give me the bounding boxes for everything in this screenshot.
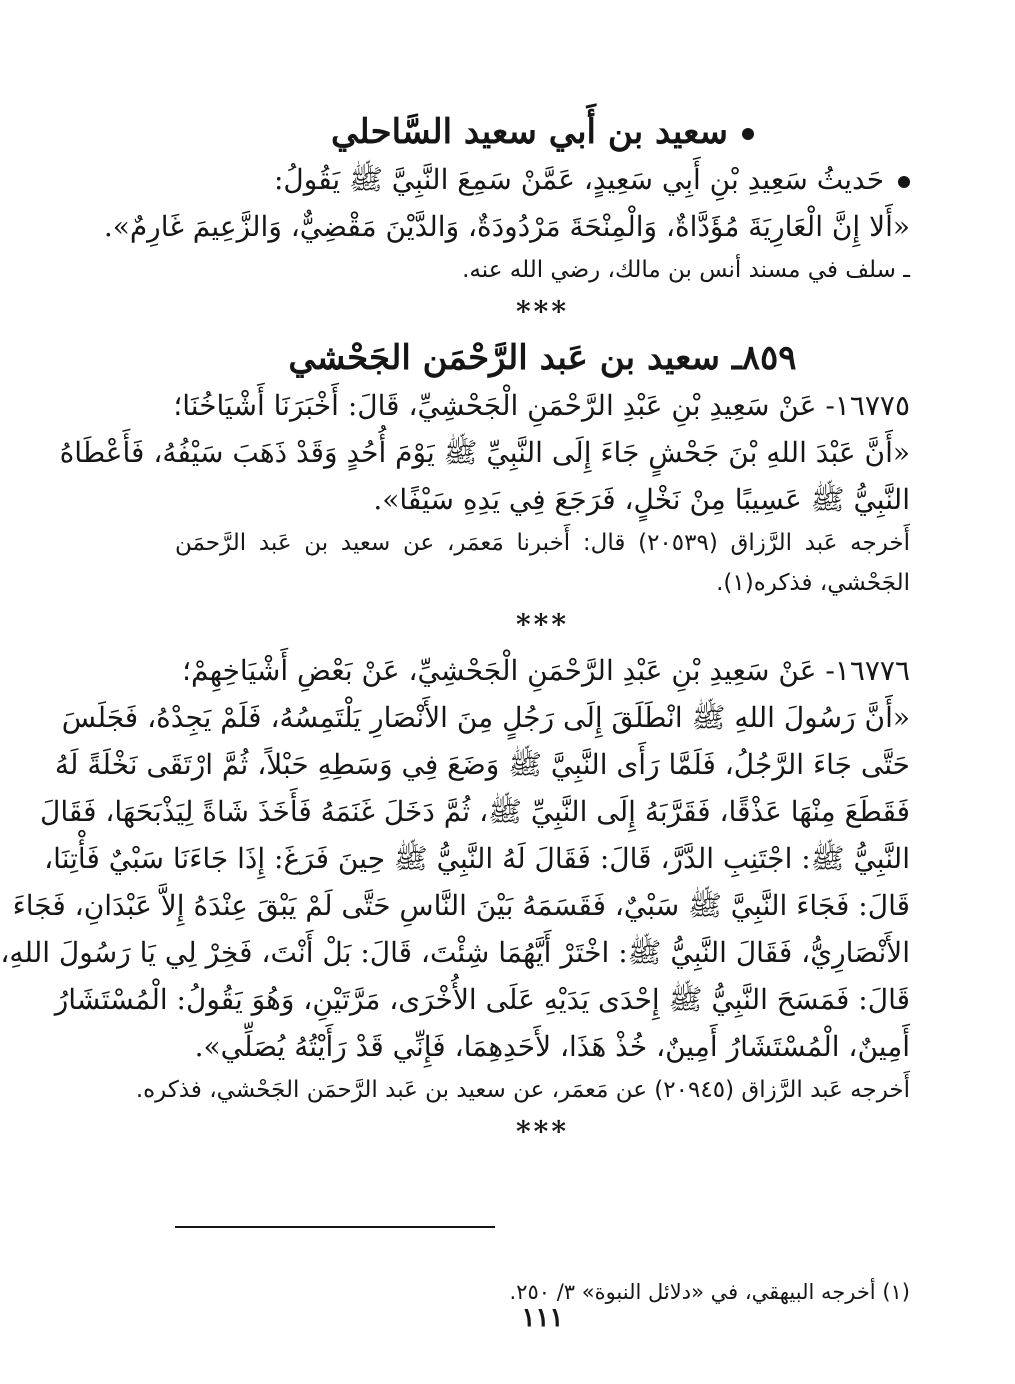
hadith-16775-line: ١٦٧٧٥- عَنْ سَعِيدِ بْنِ عَبْدِ الرَّحْمَنِ الْجَحْشِيِّ، قَالَ: أَخْبَرَنَا أَشْيَاخُنَا؛ (173, 389, 910, 422)
hadith-16776-line: فَقَطَعَ مِنْهَا عَذْقًا، فَقَرَّبَهُ إِلَى النَّبِيِّ ﷺ، ثُمَّ دَخَلَ غَنَمَهُ فَأَخَذَ شَاةً لِيَذْبَحَهَا، فَقَالَ (40, 795, 910, 828)
narrator-heading: ٨٥٩ـ سعيد بن عَبد الرَّحْمَن الجَحْشي (288, 338, 797, 378)
hadith-16776-line: حَتَّى جَاءَ الرَّجُلُ، فَلَمَّا رَأَى النَّبِيَّ ﷺ وَضَعَ فِي وَسَطِهِ حَبْلاً، ثُمَّ ارْتَقَى نَخْلَةً لَهُ (54, 748, 910, 781)
hadith-16776-line: ١٦٧٧٦- عَنْ سَعِيدِ بْنِ عَبْدِ الرَّحْمَنِ الْجَحْشِيِّ، عَنْ بَعْضِ أَشْيَاخِهِمْ؛ (182, 654, 910, 687)
hadith-intro-text: حَديثُ سَعِيدِ بْنِ أَبِي سَعِيدٍ، عَمَّنْ سَمِعَ النَّبِيَّ ﷺ يَقُولُ: (273, 163, 884, 196)
bullet-icon (898, 176, 910, 188)
hadith-16776-line: قَالَ: فَجَاءَ النَّبِيَّ ﷺ سَبْيٌ، فَقَسَمَهُ بَيْنَ النَّاسِ حَتَّى لَمْ يَبْقَ عِنْدَهُ إِلاَّ عَبْدَانِ، فَجَاءَ (12, 889, 910, 922)
footnote: (١) أخرجه البيهقي، في «دلائل النبوة» ٣/ ٢٥٠. (509, 1280, 910, 1304)
section-title-text: سعيد بن أَبي سعيد السَّاحلي (330, 112, 729, 152)
takhrij-16776: أَخرجه عَبد الرَّزاق (٢٠٩٤٥) عن مَعمَر، عن سعيد بن عَبد الرَّحمَن الجَحْشي، فذكره. (135, 1077, 910, 1103)
hadith-16776-line: النَّبِيُّ ﷺ: اجْتَنِبِ الدَّرَّ، قَالَ: فَقَالَ لَهُ النَّبِيُّ ﷺ حِينَ فَرَغَ: إِذَا جَاءَنَا سَبْيٌ فَأْتِنَا، (44, 842, 910, 875)
hadith-16776-line: قَالَ: فَمَسَحَ النَّبِيُّ ﷺ إِحْدَى يَدَيْهِ عَلَى الأُخْرَى، مَرَّتَيْنِ، وَهُوَ يَقُولُ: الْمُسْتَشَارُ (54, 983, 910, 1016)
hadith-16776-line: «أَنَّ رَسُولَ اللهِ ﷺ انْطَلَقَ إِلَى رَجُلٍ مِنَ الأَنْصَارِ يَلْتَمِسُهُ، فَلَمْ يَجِدْهُ، فَجَلَسَ (61, 701, 910, 734)
hadith-16775-line: النَّبِيُّ ﷺ عَسِيبًا مِنْ نَخْلٍ، فَرَجَعَ فِي يَدِهِ سَيْفًا». (373, 483, 910, 516)
hadith-16776-line: أَمِينٌ، الْمُسْتَشَارُ أَمِينٌ، خُذْ هَذَا، لأَحَدِهِمَا، فَإِنِّي قَدْ رَأَيْتُهُ يُصَلِّي». (194, 1030, 910, 1063)
page-number: ١١١ (521, 1303, 564, 1333)
takhrij-16775-line: أَخرجه عَبد الرَّزاق (٢٠٥٣٩) قال: أَخبرنا مَعمَر، عن سعيد بن عَبد الرَّحمَن (175, 530, 910, 556)
separator-stars: *** (516, 608, 569, 641)
hadith-16775-line: «أَنَّ عَبْدَ اللهِ بْنَ جَحْشٍ جَاءَ إِلَى النَّبِيِّ ﷺ يَوْمَ أُحُدٍ وَقَدْ ذَهَبَ سَيْفُهُ، فَأَعْطَاهُ (59, 436, 910, 469)
hadith-16776-line: الأَنْصَارِيُّ، فَقَالَ النَّبِيُّ ﷺ: اخْتَرْ أَيَّهُمَا شِئْتَ، قَالَ: بَلْ أَنْتَ، فَخِرْ لِي يَا رَسُولَ اللهِ، (0, 936, 910, 969)
footnote-divider (175, 1226, 495, 1228)
takhrij-16775-line: الجَحْشي، فذكره(١). (716, 570, 910, 596)
cross-reference-note: ـ سلف في مسند أنس بن مالك، رضي الله عنه. (462, 257, 910, 283)
book-page (0, 108, 910, 1338)
section-title (175, 108, 910, 156)
hadith-intro (175, 156, 910, 203)
hadith-matn: «أَلا إِنَّ الْعَارِيَةَ مُؤَدَّاةٌ، وَالْمِنْحَةَ مَرْدُودَةٌ، وَالدَّيْنَ مَقْضِيٌّ، وَالزَّعِيمَ غَارِمٌ». (103, 210, 910, 243)
separator-stars: *** (516, 295, 569, 328)
separator-stars: *** (516, 1115, 569, 1148)
bullet-icon (742, 128, 754, 140)
